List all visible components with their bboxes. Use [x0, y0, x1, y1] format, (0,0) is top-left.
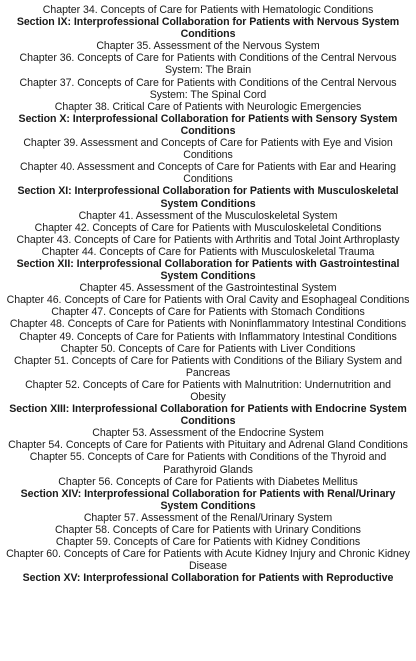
toc-chapter-43: Chapter 43. Concepts of Care for Patients with Arthritis and Total Joint Arthroplasty [16, 233, 400, 246]
toc-section-xi: Section XI: Interprofessional Collaboration for Patients with Musculoskeletal System Conditions [17, 185, 399, 210]
toc-chapter-36: Chapter 36. Concepts of Care for Patients with Conditions of the Central Nervous System: The Brain [19, 52, 397, 77]
toc-chapter-52: Chapter 52. Concepts of Care for Patients with Malnutrition: Undernutrition and Obesity [25, 378, 391, 403]
toc-chapter-47: Chapter 47. Concepts of Care for Patients with Stomach Conditions [51, 306, 365, 319]
table-of-contents [6, 4, 410, 585]
toc-section-xv: Section XV: Interprofessional Collaboration for Patients with Reproductive [22, 572, 394, 585]
toc-chapter-50: Chapter 50. Concepts of Care for Patients with Liver Conditions [60, 342, 356, 355]
toc-section-ix: Section IX: Interprofessional Collaboration for Patients with Nervous System Conditions [16, 16, 400, 41]
toc-chapter-49: Chapter 49. Concepts of Care for Patients with Inflammatory Intestinal Conditions [19, 330, 397, 343]
toc-section-x: Section X: Interprofessional Collaboration for Patients with Sensory System Conditions [18, 112, 398, 137]
toc-chapter-51: Chapter 51. Concepts of Care for Patients with Conditions of the Biliary System and Pancreas [13, 354, 403, 379]
toc-chapter-58: Chapter 58. Concepts of Care for Patients with Urinary Conditions [55, 524, 361, 537]
toc-chapter-56: Chapter 56. Concepts of Care for Patients with Diabetes Mellitus [58, 475, 358, 488]
toc-chapter-37: Chapter 37. Concepts of Care for Patients with Conditions of the Central Nervous System: The Spinal Cord [19, 76, 397, 101]
toc-chapter-48: Chapter 48. Concepts of Care for Patients with Noninflammatory Intestinal Conditions [9, 318, 407, 331]
toc-chapter-42: Chapter 42. Concepts of Care for Patients with Musculoskeletal Conditions [34, 221, 382, 234]
toc-chapter-53: Chapter 53. Assessment of the Endocrine System [92, 427, 324, 440]
toc-chapter-60: Chapter 60. Concepts of Care for Patients with Acute Kidney Injury and Chronic Kidney Disease [6, 548, 410, 573]
toc-chapter-40: Chapter 40. Assessment and Concepts of Care for Patients with Ear and Hearing Conditions [20, 161, 396, 186]
toc-section-xii: Section XII: Interprofessional Collaboration for Patients with Gastrointestinal System Conditions [16, 257, 400, 283]
toc-chapter-59: Chapter 59. Concepts of Care for Patients with Kidney Conditions [55, 536, 361, 549]
toc-chapter-57: Chapter 57. Assessment of the Renal/Urinary System [83, 511, 333, 524]
toc-section-xiii: Section XIII: Interprofessional Collaboration for Patients with Endocrine System Conditions [9, 403, 407, 428]
toc-chapter-45: Chapter 45. Assessment of the Gastrointestinal System [79, 282, 337, 295]
toc-chapter-35: Chapter 35. Assessment of the Nervous System [96, 40, 320, 53]
toc-chapter-55: Chapter 55. Concepts of Care for Patients with Conditions of the Thyroid and Parathyroid Glands [29, 451, 387, 476]
toc-chapter-34: Chapter 34. Concepts of Care for Patients with Hematologic Conditions [42, 4, 374, 16]
toc-chapter-41: Chapter 41. Assessment of the Musculoskeletal System [78, 209, 338, 222]
toc-chapter-44: Chapter 44. Concepts of Care for Patients with Musculoskeletal Trauma [41, 245, 375, 258]
toc-chapter-46: Chapter 46. Concepts of Care for Patients with Oral Cavity and Esophageal Conditions [6, 294, 410, 307]
toc-chapter-54: Chapter 54. Concepts of Care for Patients with Pituitary and Adrenal Gland Conditions [8, 439, 408, 452]
toc-chapter-38: Chapter 38. Critical Care of Patients with Neurologic Emergencies [54, 100, 362, 113]
toc-section-xiv: Section XIV: Interprofessional Collaboration for Patients with Renal/Urinary System Conditions [20, 487, 396, 512]
toc-chapter-39: Chapter 39. Assessment and Concepts of Care for Patients with Eye and Vision Conditions [23, 137, 393, 162]
